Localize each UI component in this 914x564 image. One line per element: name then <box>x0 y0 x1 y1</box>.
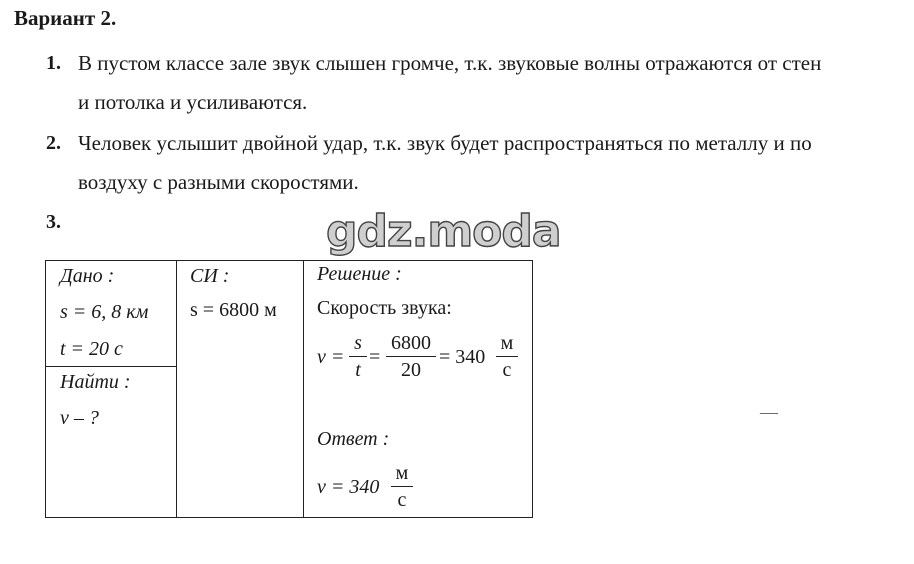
given-find-divider <box>46 366 176 367</box>
fraction-bar <box>349 356 367 357</box>
table-divider-1 <box>176 261 177 517</box>
item-2-line-1: Человек услышит двойной удар, т.к. звук будет распространяться по металлу и по <box>78 131 812 155</box>
item-3-number: 3. <box>46 211 61 233</box>
unit-s: с <box>502 359 512 381</box>
answer-header: Ответ : <box>317 428 390 450</box>
find-header: Найти : <box>60 371 131 393</box>
formula-v: v = <box>317 346 345 368</box>
solution-header: Решение : <box>317 263 402 285</box>
item-2-line-2: воздуху с разными скоростями. <box>78 170 359 194</box>
fraction-6800-over-20 <box>386 332 436 381</box>
unit-m: м <box>500 332 514 354</box>
solution-table <box>45 260 533 518</box>
item-2-number: 2. <box>46 132 61 154</box>
fraction-s-over-t <box>349 332 367 381</box>
table-divider-2 <box>303 261 304 517</box>
stray-dash: — <box>760 402 778 422</box>
given-t: t = 20 с <box>60 338 123 360</box>
fraction-bar <box>496 356 518 357</box>
answer-unit-m: м <box>395 462 409 484</box>
formula-result: = 340 <box>439 346 486 368</box>
fraction-t: t <box>355 359 361 381</box>
fraction-s: s <box>354 332 362 354</box>
variant-title: Вариант 2. <box>14 6 117 30</box>
speed-unit-fraction <box>496 332 518 381</box>
given-s: s = 6, 8 км <box>60 301 149 323</box>
si-s: s = 6800 м <box>190 299 277 321</box>
item-1-line-2: и потолка и усиливаются. <box>78 90 308 114</box>
answer-unit-fraction <box>391 462 413 511</box>
answer-unit-s: с <box>397 489 407 511</box>
find-v: v – ? <box>60 407 99 429</box>
answer-v: v = 340 <box>317 476 380 498</box>
fraction-20: 20 <box>401 359 421 381</box>
fraction-bar <box>386 356 436 357</box>
item-1-line-1: В пустом классе зале звук слышен громче, т.к. звуковые волны отражаются от стен <box>78 51 822 75</box>
fraction-bar <box>391 486 413 487</box>
fraction-6800: 6800 <box>391 332 431 354</box>
watermark: gdz.moda <box>326 206 561 257</box>
given-header: Дано : <box>60 265 115 287</box>
formula-equals: = <box>369 346 381 368</box>
speed-label: Скорость звука: <box>317 297 452 319</box>
si-header: СИ : <box>190 265 230 287</box>
item-1-number: 1. <box>46 52 61 74</box>
